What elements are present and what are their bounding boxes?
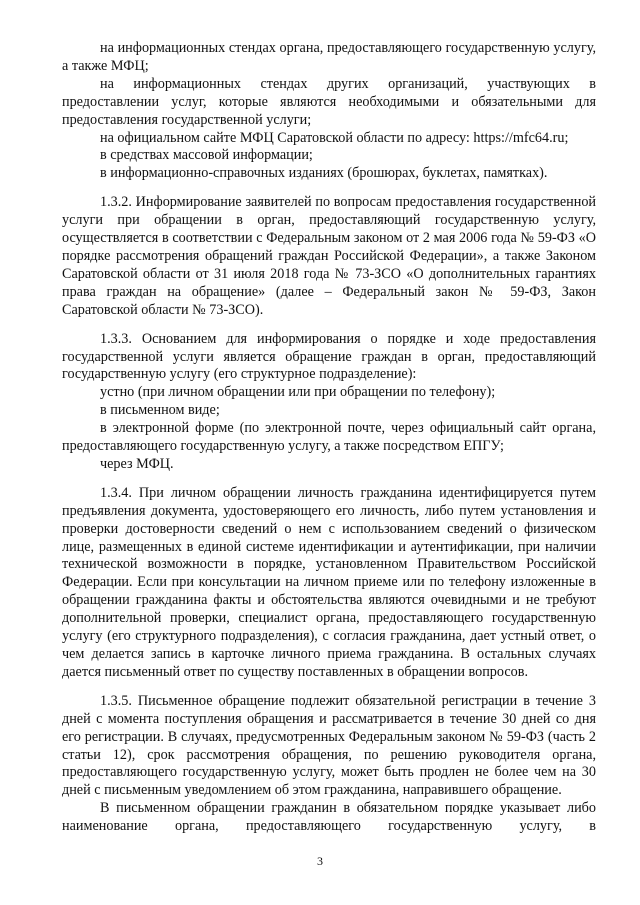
paragraph: 1.3.3. Основанием для информирования о порядке и ходе предоставления государственной услуги является обращение граждан в орган, предоставляющий государственную услугу (его структурное подразделение):: [62, 330, 596, 383]
paragraph: 1.3.4. При личном обращении личность гражданина идентифицируется путем предъявления документа, удостоверяющего его личность, либо путем установления и проверки достоверности сведений о нем с использованием сведений о физическом лице, размещенных в единой системе идентификации и аутентификации, при наличии технической возможности в порядке, установленном Правительством Российской Федерации. Если при консультации на личном приеме или по телефону изложенные в обращении гражданина факты и обстоятельства являются очевидными и не требуют дополнительной проверки, специалист органа, предоставляющего государственную услугу (его структурного подразделения), с согласия гражданина, дает устный ответ, о чем делается запись в карточке личного приема гражданина. В остальных случаях дается письменный ответ по существу поставленных в обращении вопросов.: [62, 484, 596, 680]
page-number: 3: [317, 854, 323, 868]
paragraph: устно (при личном обращении или при обращении по телефону);: [100, 384, 496, 401]
paragraph: В письменном обращении гражданин в обязательном порядке указывает либо наименование органа, предоставляющего государственную услугу, в: [62, 800, 596, 835]
paragraph: в электронной форме (по электронной почте, через официальный сайт органа, предоставляющего государственную услугу, а также посредством ЕПГУ;: [62, 420, 596, 455]
paragraph: на информационных стендах органа, предоставляющего государственную услугу, а также МФЦ;: [62, 40, 596, 74]
paragraph: в средствах массовой информации;: [100, 147, 313, 164]
paragraph: на официальном сайте МФЦ Саратовской области по адресу: https://mfc64.ru;: [100, 129, 569, 146]
paragraph: на информационных стендах других организаций, участвующих в предоставлении услуг, которые являются необходимыми и обязательными для предоставления государственной услуги;: [62, 75, 596, 128]
paragraph: в информационно-справочных изданиях (брошюрах, буклетах, памятках).: [100, 165, 548, 182]
paragraph: в письменном виде;: [100, 402, 220, 419]
paragraph: 1.3.2. Информирование заявителей по вопросам предоставления государственной услуги при обращении в орган, предоставляющий государственную услугу, осуществляется в соответствии с Федеральным законом от 2 мая 2006 года № 59-ФЗ «О порядке рассмотрения обращений граждан Российской Федерации», а также Законом Саратовской области от 31 июля 2018 года № 73-ЗСО «О дополнительных гарантиях права граждан на обращение» (далее – Федеральный закон № 59-ФЗ, Закон Саратовской области № 73-ЗСО).: [62, 194, 596, 318]
paragraph: через МФЦ.: [100, 455, 174, 472]
paragraph: 1.3.5. Письменное обращение подлежит обязательной регистрации в течение 3 дней с момента поступления обращения и рассматривается в течение 30 дней со дня его регистрации. В случаях, предусмотренных Федеральным законом № 59-ФЗ (часть 2 статьи 12), срок рассмотрения обращения, по решению руководителя органа, предоставляющего государственную услугу, может быть продлен не более чем на 30 дней с письменным уведомлением об этом гражданина, направившего обращение.: [62, 692, 596, 799]
document-body: [62, 40, 596, 836]
